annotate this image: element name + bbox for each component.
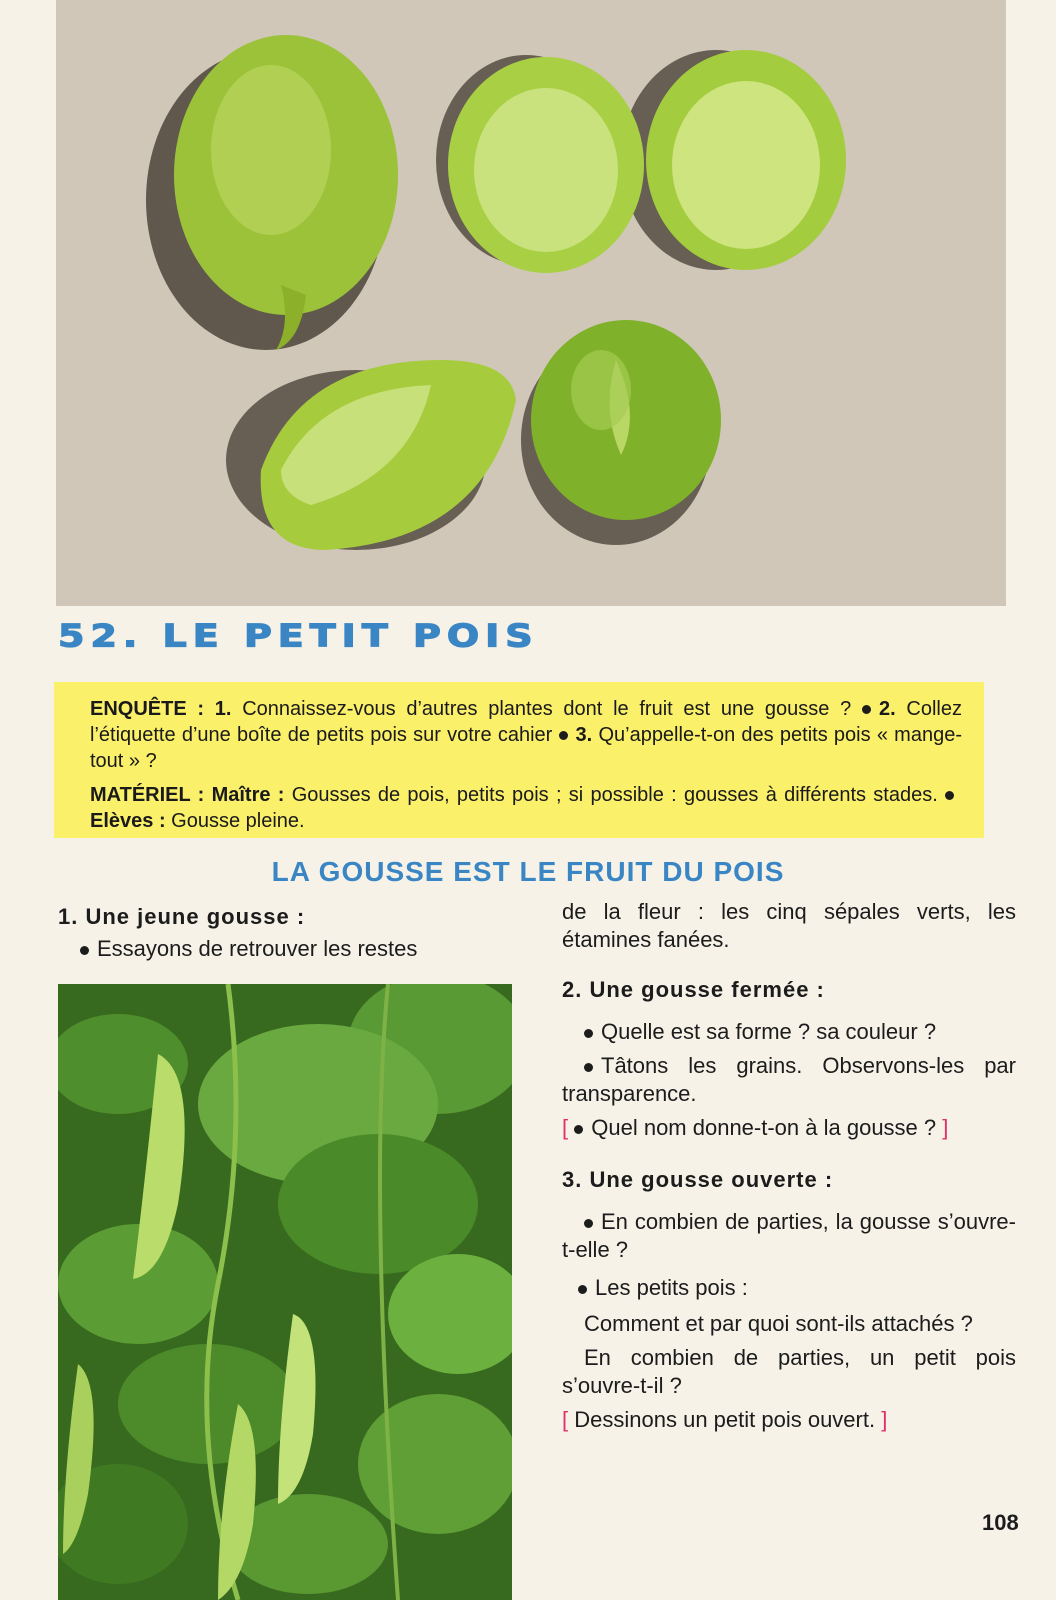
- enquete-paragraph: [90, 696, 962, 774]
- eleves-label: Elèves :: [90, 810, 166, 832]
- section2-b1: [562, 1018, 1016, 1046]
- section2-b2: [562, 1052, 1016, 1108]
- enquete-num3: 3.: [575, 724, 593, 746]
- section3-p3: [562, 1406, 1016, 1434]
- section1-text1: Essayons de retrouver les restes: [97, 936, 418, 961]
- eleves-text: Gousse pleine.: [165, 810, 305, 832]
- bracket-close: ]: [881, 1407, 888, 1432]
- section2-b3-text: Quel nom donne-t-on à la gousse ?: [591, 1115, 937, 1140]
- enquete-num2: 2.: [879, 698, 896, 720]
- bullet-icon: [584, 1063, 593, 1072]
- enquete-q3: Qu’appelle-t-on des petits pois « mange-tout » ?: [90, 724, 962, 772]
- section3-b2: [562, 1274, 1016, 1302]
- materiel-paragraph: [90, 782, 962, 834]
- section2-b1-text: Quelle est sa forme ? sa couleur ?: [601, 1019, 937, 1044]
- section2-heading: 2. Une gousse fermée :: [562, 977, 825, 1002]
- section3-b1: [562, 1208, 1016, 1264]
- section3-b2-text: Les petits pois :: [595, 1275, 748, 1300]
- section1-text-continued: de la fleur : les cinq sépales verts, les étamines fanées.: [562, 899, 1016, 952]
- lesson-title: 52. LE PETIT POIS: [58, 618, 539, 655]
- bullet-icon: [862, 705, 871, 714]
- split-peas-photo: [56, 0, 1006, 606]
- section-heading: LA GOUSSE EST LE FRUIT DU POIS: [271, 856, 785, 887]
- maitre-text: Gousses de pois, petits pois ; si possible : gousses à différents stades.: [284, 784, 938, 806]
- maitre-label: Maître :: [211, 784, 285, 806]
- section1-text-start: [58, 934, 518, 964]
- bracket-open: [: [562, 1407, 569, 1432]
- enquete-materiel-box: [54, 682, 984, 838]
- page-number: 108: [982, 1510, 1019, 1535]
- right-column: [562, 898, 1016, 1434]
- section3-p2: En combien de parties, un petit pois s’ouvre-t-il ?: [562, 1345, 1016, 1398]
- bracket-close: ]: [942, 1115, 949, 1140]
- section3-p1: Comment et par quoi sont-ils attachés ?: [584, 1311, 973, 1336]
- materiel-label: MATÉRIEL :: [90, 784, 205, 806]
- section3-heading: 3. Une gousse ouverte :: [562, 1167, 834, 1192]
- section2-b3: [562, 1114, 1016, 1142]
- enquete-label: ENQUÊTE : 1.: [90, 698, 232, 720]
- bullet-icon: [945, 791, 954, 800]
- pea-plant-photo: [58, 984, 512, 1600]
- bullet-icon: [574, 1125, 583, 1134]
- enquete-q2: Collez l’étiquette d’une boîte de petits pois sur votre cahier: [90, 698, 962, 746]
- section2-b2-text: Tâtons les grains. Observons-les par transparence.: [562, 1053, 1016, 1106]
- bullet-icon: [578, 1285, 587, 1294]
- bullet-icon: [80, 946, 89, 955]
- bullet-icon: [559, 731, 568, 740]
- bracket-open: [: [562, 1115, 569, 1140]
- section3-b1-text: En combien de parties, la gousse s’ouvre-t-elle ?: [562, 1209, 1016, 1262]
- enquete-q1: Connaissez-vous d’autres plantes dont le fruit est une gousse ?: [231, 698, 852, 720]
- section3-p3-text: Dessinons un petit pois ouvert.: [574, 1407, 876, 1432]
- bullet-icon: [584, 1029, 593, 1038]
- bullet-icon: [584, 1219, 593, 1228]
- section1-heading: 1. Une jeune gousse :: [58, 904, 306, 929]
- left-column: [58, 902, 518, 964]
